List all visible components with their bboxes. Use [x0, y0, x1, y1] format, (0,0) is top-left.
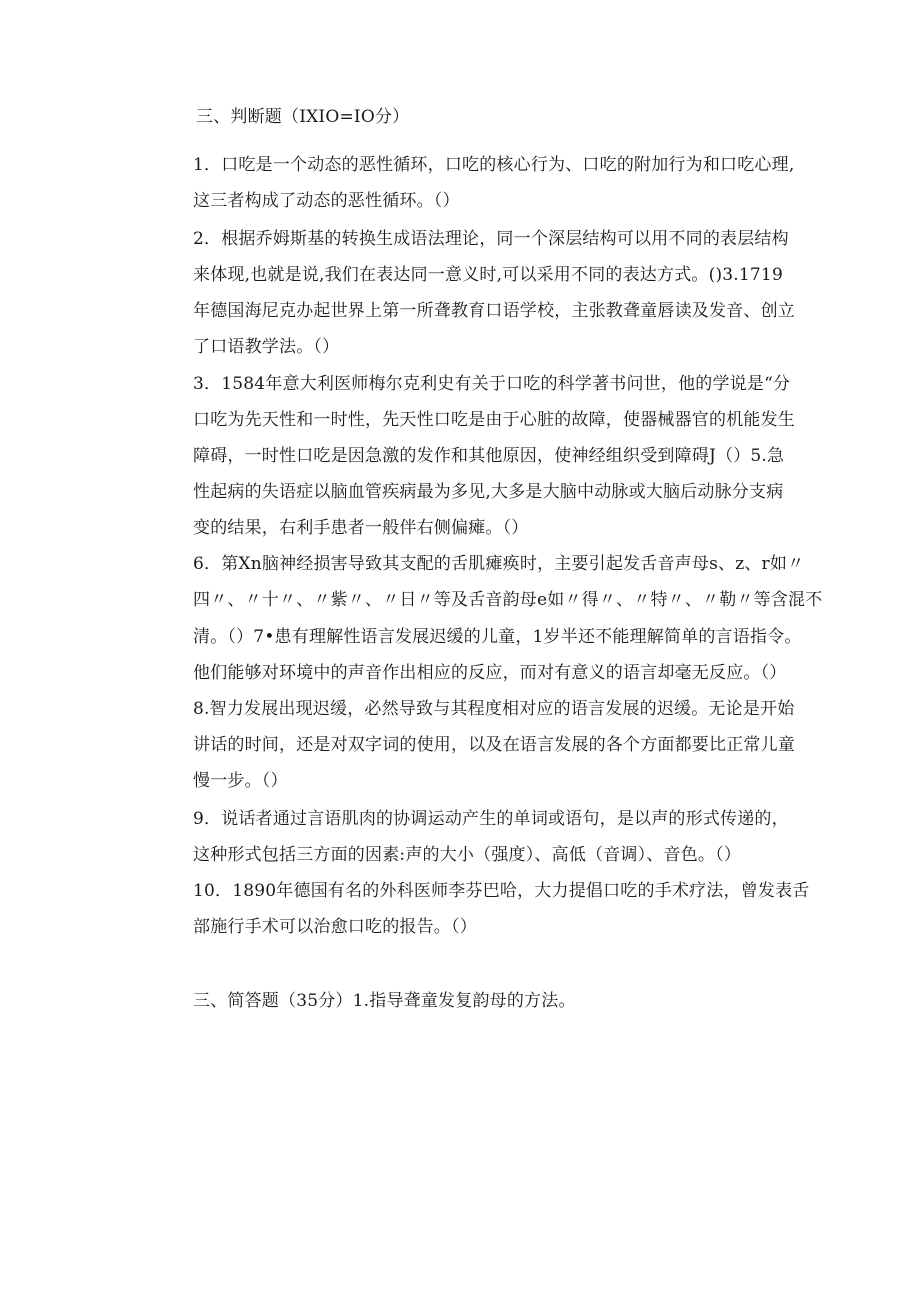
text-line: 四〃、〃十〃、〃紫〃、〃日〃等及舌音韵母e如〃得〃、〃特〃、〃勒〃等含混不	[193, 590, 823, 610]
text-line: 部施行手术可以治愈口吃的报告。（）	[193, 917, 477, 937]
text-line: 年德国海尼克办起世界上第一所聋教育口语学校，主张教聋童唇读及发音、创立	[193, 301, 795, 321]
text-line: 来体现,也就是说,我们在表达同一意义时,可以采用不同的表达方式。()3.1719	[193, 265, 783, 285]
text-line: 慢一步。（）	[193, 771, 288, 791]
text-line: 这种形式包括三方面的因素:声的大小（强度）、高低（音调）、音色。（）	[193, 845, 742, 865]
text-line: 障碍，一时性口吃是因急激的发作和其他原因，使神经组织受到障碍J（）5.急	[193, 446, 785, 466]
text-line: 清。（）7•患有理解性语言发展迟缓的儿童，1岁半还不能理解简单的言语指令。	[193, 627, 802, 647]
text-line: 6．第Xn脑神经损害导致其支配的舌肌瘫痪时，主要引起发舌音声母s、z、r如〃	[193, 554, 805, 574]
section-heading-judgment: 三、判断题（IXIO=IO分）	[196, 107, 410, 127]
text-line: 这三者构成了动态的恶性循环。（）	[193, 191, 460, 211]
text-line: 2．根据乔姆斯基的转换生成语法理论，同一个深层结构可以用不同的表层结构	[193, 229, 789, 249]
text-line: 9．说话者通过言语肌肉的协调运动产生的单词或语句，是以声的形式传递的，	[193, 809, 789, 829]
text-line: 1．口吃是一个动态的恶性循环，口吃的核心行为、口吃的附加行为和口吃心理,	[193, 155, 795, 175]
text-line: 10．1890年德国有名的外科医师李芬巴哈，大力提倡口吃的手术疗法，曾发表舌	[193, 881, 810, 901]
text-line: 8.智力发展出现迟缓，必然导致与其程度相对应的语言发展的迟缓。无论是开始	[193, 699, 795, 719]
text-line: 变的结果，右利手患者一般伴右侧偏瘫。（）	[193, 518, 529, 538]
text-line: 了口语教学法。（）	[193, 337, 340, 357]
text-line: 性起病的失语症以脑血管疾病最为多见,大多是大脑中动脉或大脑后动脉分支病	[193, 482, 784, 502]
text-line: 3．1584年意大利医师梅尔克利史有关于口吃的科学著书问世，他的学说是“分	[193, 374, 791, 394]
text-line: 口吃为先天性和一时性，先天性口吃是由于心脏的故障，使器械器官的机能发生	[193, 410, 795, 430]
text-line: 讲话的时间，还是对双字词的使用，以及在语言发展的各个方面都要比正常儿童	[193, 735, 795, 755]
section-heading-short-answer: 三、简答题（35分）1.指导聋童发复韵母的方法。	[193, 991, 576, 1011]
text-line: 他们能够对环境中的声音作出相应的反应，而对有意义的语言却毫无反应。（）	[193, 663, 787, 683]
